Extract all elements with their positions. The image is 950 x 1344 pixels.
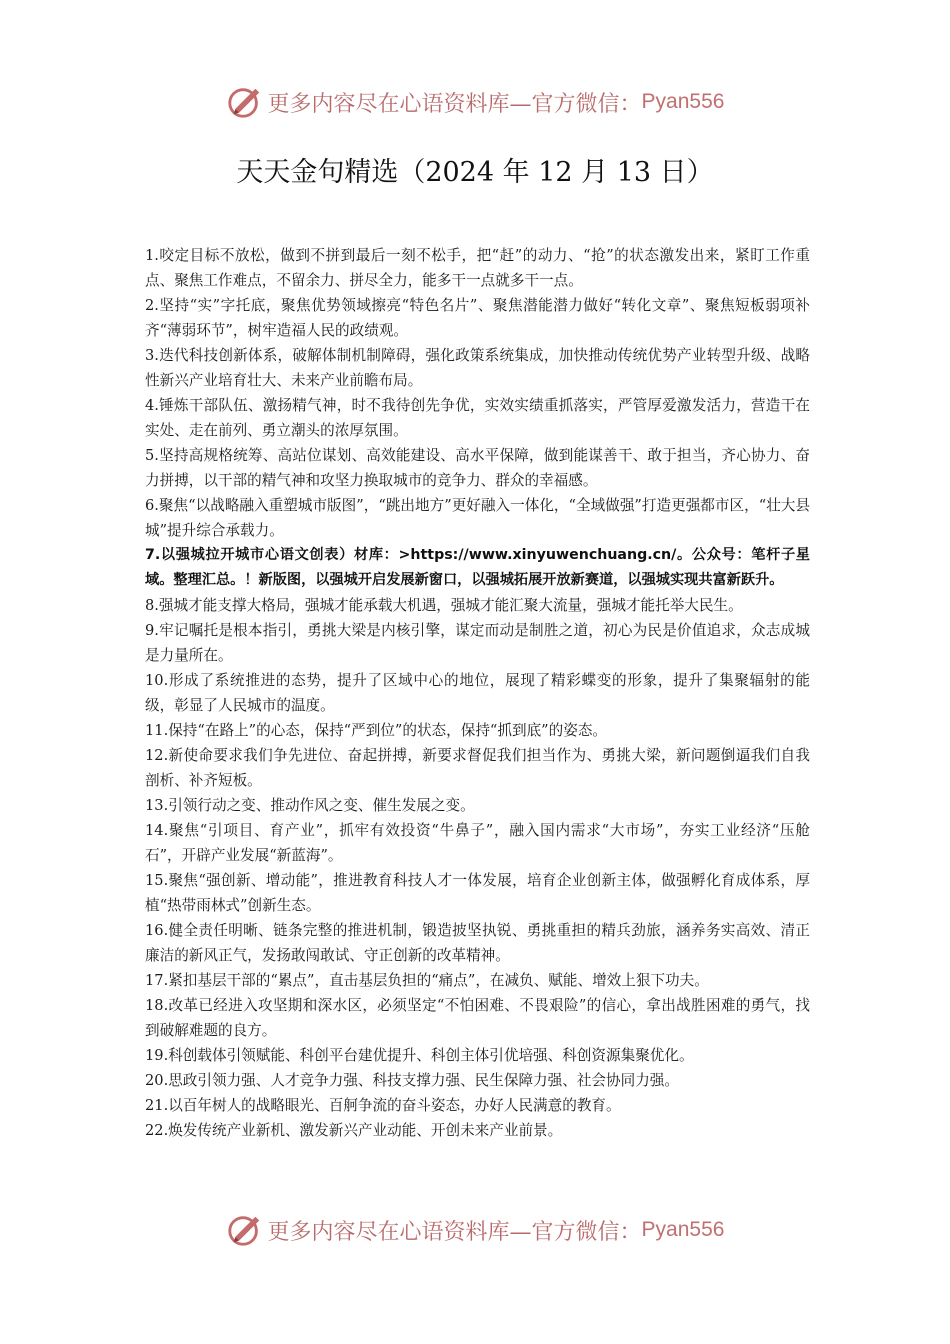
list-item: 13.引领行动之变、推动作风之变、催生发展之变。 bbox=[145, 797, 475, 814]
list-item: 3.迭代科技创新体系，破解体制机制障碍，强化政策系统集成，加快推动传统优势产业转型升级、战略性新兴产业培育壮大、未来产业前瞻布局。 bbox=[145, 347, 810, 389]
list-item: 1.咬定目标不放松，做到不拼到最后一刻不松手，把“赶”的动力、“抢”的状态激发出来，紧盯工作重点、聚焦工作难点，不留余力、拼尽全力，能多干一点就多干一点。 bbox=[145, 247, 810, 289]
list-item: 17.紧扣基层干部的“累点”，直击基层负担的“痛点”，在减负、赋能、增效上狠下功夫。 bbox=[145, 972, 709, 989]
list-item: 20.思政引领力强、人才竞争力强、科技支撑力强、民生保障力强、社会协同力强。 bbox=[145, 1072, 679, 1089]
page-title: 天天金句精选（2024 年 12 月 13 日） bbox=[236, 157, 714, 188]
list-item: 5.坚持高规格统筹、高站位谋划、高效能建设、高水平保障，做到能谋善干、敢于担当，齐心协力、奋力拼搏，以干部的精气神和攻坚力换取城市的竞争力、群众的幸福感。 bbox=[145, 447, 810, 489]
list-item: 7.以强城拉开城市心语文创表）材库：>https://www.xinyuwenchuang.cn/。公众号：笔杆子星域。整理汇总。！新版图，以强城开启发展新窗口，以强城拓展开放新赛道，以强城实现共富新跃升。 bbox=[145, 547, 810, 588]
list-item: 14.聚焦“引项目、育产业”，抓牢有效投资“牛鼻子”，融入国内需求“大市场”，夯实工业经济“压舱石”，开辟产业发展“新蓝海”。 bbox=[145, 822, 810, 864]
pen-logo-icon bbox=[226, 1211, 264, 1249]
list-item: 6.聚焦“以战略融入重塑城市版图”，“跳出地方”更好融入一体化，“全域做强”打造更强都市区，“壮大县城”提升综合承载力。 bbox=[145, 497, 810, 539]
list-item: 8.强城才能支撑大格局，强城才能承载大机遇，强城才能汇聚大流量，强城才能托举大民生。 bbox=[145, 597, 743, 614]
list-item: 12.新使命要求我们争先进位、奋起拼搏，新要求督促我们担当作为、勇挑大梁，新问题倒逼我们自我剖析、补齐短板。 bbox=[145, 747, 810, 789]
list-item: 4.锤炼干部队伍、激扬精气神，时不我待创先争优，实效实绩重抓落实，严管厚爱激发活力，营造干在实处、走在前列、勇立潮头的浓厚氛围。 bbox=[145, 397, 810, 439]
banner-text: 更多内容尽在心语资料库—官方微信： bbox=[267, 91, 642, 117]
list-item: 18.改革已经进入攻坚期和深水区，必须坚定“不怕困难、不畏艰险”的信心，拿出战胜困难的勇气，找到破解难题的良方。 bbox=[145, 997, 810, 1039]
list-item: 10.形成了系统推进的态势，提升了区域中心的地位，展现了精彩蝶变的形象，提升了集聚辐射的能级，彰显了人民城市的温度。 bbox=[145, 672, 810, 714]
wechat-id: Pyan556 bbox=[641, 90, 725, 113]
list-item: 11.保持“在路上”的心态，保持“严到位”的状态，保持“抓到底”的姿态。 bbox=[145, 722, 608, 739]
list-item: 19.科创载体引领赋能、科创平台建优提升、科创主体引优培强、科创资源集聚优化。 bbox=[145, 1047, 694, 1064]
quote-list bbox=[145, 243, 810, 1143]
list-item: 16.健全责任明晰、链条完整的推进机制，锻造披坚执锐、勇挑重担的精兵劲旅，涵养务实高效、清正廉洁的新风正气，发扬敢闯敢试、守正创新的改革精神。 bbox=[145, 922, 810, 964]
header-banner bbox=[0, 80, 950, 124]
pen-logo-icon bbox=[226, 83, 264, 121]
list-item: 21.以百年树人的战略眼光、百舸争流的奋斗姿态，办好人民满意的教育。 bbox=[145, 1097, 621, 1114]
list-item: 2.坚持“实”字托底，聚焦优势领域擦亮“特色名片”、聚焦潜能潜力做好“转化文章”、聚焦短板弱项补齐“薄弱环节”，树牢造福人民的政绩观。 bbox=[145, 297, 810, 339]
wechat-id: Pyan556 bbox=[641, 1218, 725, 1241]
footer-banner bbox=[0, 1208, 950, 1252]
list-item: 9.牢记嘱托是根本指引，勇挑大梁是内核引擎，谋定而动是制胜之道，初心为民是价值追求，众志成城是力量所在。 bbox=[145, 622, 810, 664]
list-item: 15.聚焦“强创新、增动能”，推进教育科技人才一体发展，培育企业创新主体，做强孵化育成体系，厚植“热带雨林式”创新生态。 bbox=[145, 872, 810, 914]
list-item: 22.焕发传统产业新机、激发新兴产业动能、开创未来产业前景。 bbox=[145, 1122, 563, 1139]
banner-text: 更多内容尽在心语资料库—官方微信： bbox=[267, 1219, 642, 1245]
